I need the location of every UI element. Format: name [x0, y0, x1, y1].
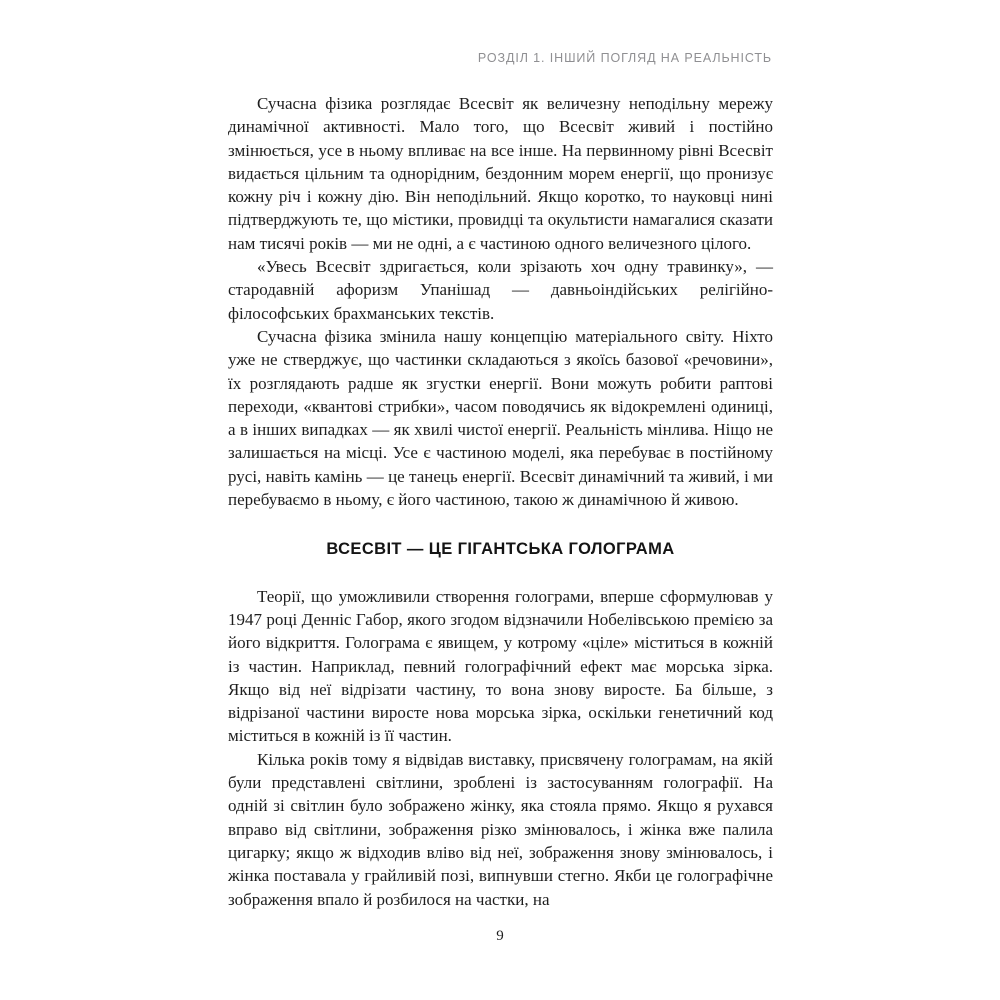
paragraph: Теорії, що уможливили створення голограми, вперше сформулював у 1947 році Денніс Габор, якого згодом відзначили Нобелівською премією за його відкриття. Голограма є явищем, у котрому «ціле» міститься в кожній із частин. Наприклад, певний голографічний ефект має морська зірка. Якщо від неї відрізати частину, то вона знову виросте. Ба більше, з відрізаної частини виросте нова морська зірка, оскільки генетичний код міститься в кожній із її частин.	[228, 586, 773, 746]
paragraph: Сучасна фізика розглядає Всесвіт як величезну неподільну мережу динамічної активності. Мало того, що Всесвіт живий і постійно змінюється, усе в ньому впливає на все інше. На первинному рівні Всесвіт видається цільним та однорідним, бездонним морем енергії, що пронизує кожну річ і кожну дію. Він неподільний. Якщо коротко, то науковці нині підтверджують те, що містики, провидці та окультисти намагалися сказати нам тисячі років — ми не одні, а є частиною одного величезного цілого.	[228, 94, 773, 253]
paragraph: Кілька років тому я відвідав виставку, присвячену голограмам, на якій були представлені світлини, зроблені із застосуванням голографії. На одній зі світлин було зображено жінку, яка стояла прямо. Якщо я рухався вправо від світлини, зображення різко змінювалось, і жінка вже палила цигарку; якщо ж відходив вліво від неї, зображення знову змінювалось, і жінка поставала у грайливій позі, випнувши стегно. Якби це голографічне зображення впало й розбилося на частки, на	[228, 749, 773, 909]
paragraph: Сучасна фізика змінила нашу концепцію матеріального світу. Ніхто уже не стверджує, що частинки складаються з якоїсь базової «речовини», їх розглядають радше як згустки енергії. Вони можуть робити раптові переходи, «квантові стрибки», часом поводячись як відокремлені одиниці, а в інших випадках — як хвилі чистої енергії. Реальність мінлива. Ніщо не залишається на місці. Усе є частиною моделі, яка перебуває в постійному русі, навіть камінь — це танець енергії. Всесвіт динамічний та живий, і ми перебуваємо в ньому, є його частиною, такою ж динамічною й живою.	[228, 326, 773, 510]
section-heading: ВСЕСВІТ — ЦЕ ГІГАНТСЬКА ГОЛОГРАМА	[326, 540, 675, 559]
text-column	[228, 92, 773, 911]
page-number: 9	[496, 928, 504, 944]
paragraph: «Увесь Всесвіт здригається, коли зрізають хоч одну травинку», — стародавній афоризм Упанішад — давньоіндійських релігійно-філософських брахманських текстів.	[228, 257, 773, 323]
running-head: РОЗДІЛ 1. ІНШИЙ ПОГЛЯД НА РЕАЛЬНІСТЬ	[477, 51, 772, 65]
